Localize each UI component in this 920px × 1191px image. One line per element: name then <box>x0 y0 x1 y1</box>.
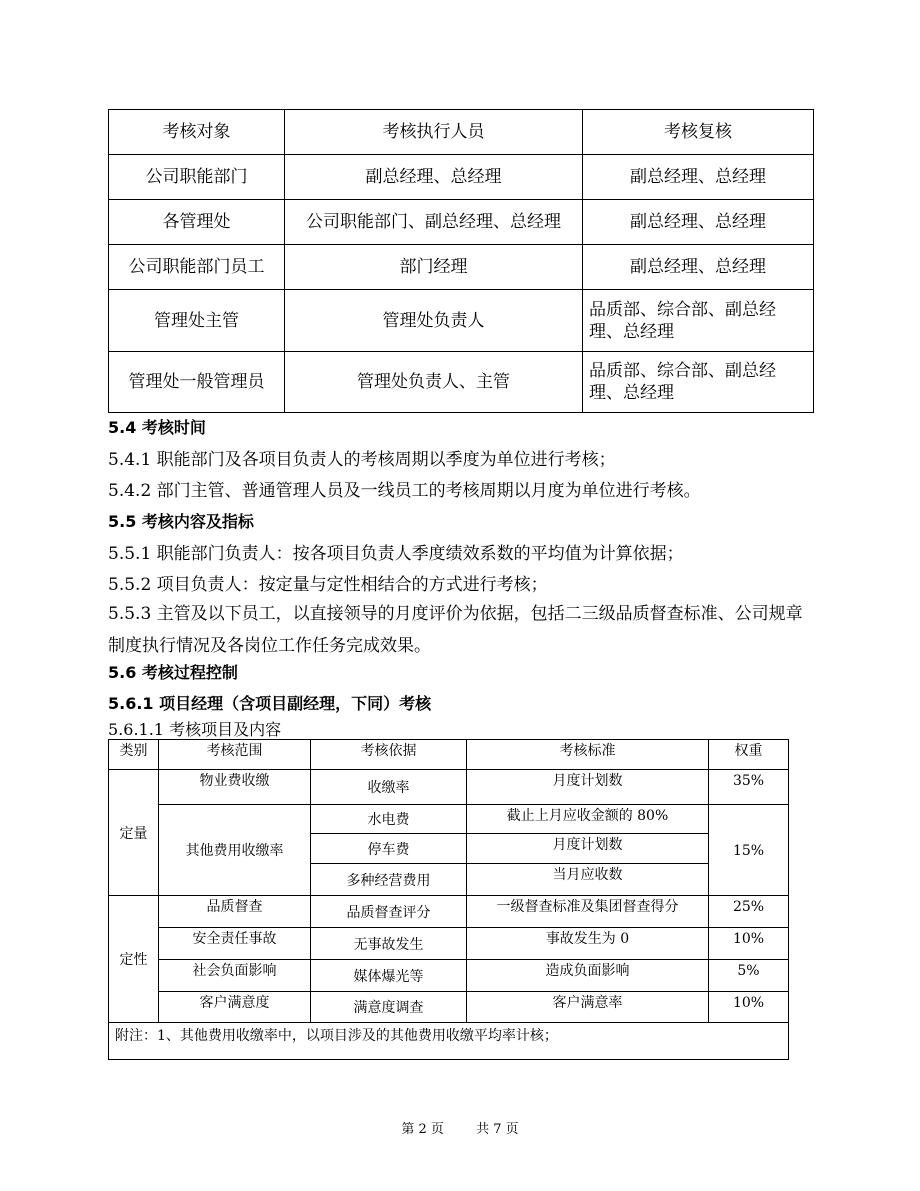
table-cell: 媒体爆光等 <box>311 960 467 992</box>
table-cell: 公司职能部门员工 <box>109 245 285 290</box>
table-cell: 多种经营费用 <box>311 864 467 896</box>
table-cell: 品质部、综合部、副总经理、总经理 <box>583 352 814 413</box>
table-cell: 月度计划数 <box>467 834 709 864</box>
table-cell: 副总经理、总经理 <box>583 155 814 200</box>
table-cell: 无事故发生 <box>311 928 467 960</box>
table-cell: 管理处负责人 <box>285 290 583 352</box>
table-row <box>109 290 814 352</box>
table-row <box>109 352 814 413</box>
paragraph: 5.5.1 职能部门负责人：按各项目负责人季度绩效系数的平均值为计算依据； <box>108 544 684 564</box>
table-cell: 截止上月应收金额的 80% <box>467 805 709 834</box>
paragraph: 5.4.2 部门主管、普通管理人员及一线员工的考核周期以月度为单位进行考核。 <box>108 481 701 501</box>
table-row <box>109 960 789 992</box>
table-cell: 10% <box>709 992 789 1023</box>
table-cell: 收缴率 <box>311 770 467 805</box>
assessment-responsibility-table <box>108 109 814 413</box>
table-cell: 公司职能部门 <box>109 155 285 200</box>
category-cell: 定量 <box>109 770 159 896</box>
table-cell: 各管理处 <box>109 200 285 245</box>
table-note: 附注：1、其他费用收缴率中，以项目涉及的其他费用收缴平均率计核； <box>109 1023 789 1060</box>
table-cell: 品质部、综合部、副总经理、总经理 <box>583 290 814 352</box>
table-cell: 造成负面影响 <box>467 960 709 992</box>
table-cell: 副总经理、总经理 <box>583 200 814 245</box>
table-cell: 管理处负责人、主管 <box>285 352 583 413</box>
category-cell: 定性 <box>109 896 159 1023</box>
table-cell: 社会负面影响 <box>159 960 311 992</box>
header-cell: 考核复核 <box>583 110 814 155</box>
table-cell: 事故发生为 0 <box>467 928 709 960</box>
section-heading: 5.5 考核内容及指标 <box>108 512 254 531</box>
table-cell: 月度计划数 <box>467 770 709 805</box>
table-row <box>109 1023 789 1060</box>
page-total: 共 7 页 <box>476 1122 519 1137</box>
header-cell: 权重 <box>709 740 789 770</box>
table-cell: 管理处主管 <box>109 290 285 352</box>
table-cell: 35% <box>709 770 789 805</box>
subsection-heading: 5.6.1 项目经理（含项目副经理，下同）考核 <box>108 694 432 713</box>
table-row <box>109 770 789 805</box>
table-cell: 水电费 <box>311 805 467 834</box>
table-cell: 副总经理、总经理 <box>285 155 583 200</box>
page-number: 第 2 页 <box>401 1122 444 1137</box>
project-manager-assessment-table <box>108 739 789 1060</box>
paragraph: 5.6.1.1 考核项目及内容 <box>108 720 282 739</box>
table-cell: 品质督查评分 <box>311 896 467 928</box>
table-cell: 管理处一般管理员 <box>109 352 285 413</box>
table-cell: 品质督查 <box>159 896 311 928</box>
table-header-row <box>109 110 814 155</box>
table-cell: 5% <box>709 960 789 992</box>
table-cell: 安全责任事故 <box>159 928 311 960</box>
table-cell: 客户满意度 <box>159 992 311 1023</box>
section-heading: 5.6 考核过程控制 <box>108 663 238 682</box>
paragraph: 5.4.1 职能部门及各项目负责人的考核周期以季度为单位进行考核； <box>108 450 616 470</box>
page-footer <box>0 1118 920 1137</box>
table-cell: 10% <box>709 928 789 960</box>
table-row <box>109 200 814 245</box>
header-cell: 类别 <box>109 740 159 770</box>
table-row <box>109 928 789 960</box>
table-row <box>109 992 789 1023</box>
table-cell: 15% <box>709 805 789 896</box>
table-cell: 满意度调查 <box>311 992 467 1023</box>
table-row <box>109 245 814 290</box>
paragraph: 5.5.2 项目负责人：按定量与定性相结合的方式进行考核； <box>108 575 548 595</box>
table-cell: 一级督查标准及集团督查得分 <box>467 896 709 928</box>
table-row <box>109 805 789 834</box>
table-header-row <box>109 740 789 770</box>
header-cell: 考核对象 <box>109 110 285 155</box>
header-cell: 考核执行人员 <box>285 110 583 155</box>
table-cell: 公司职能部门、副总经理、总经理 <box>285 200 583 245</box>
table-cell: 副总经理、总经理 <box>583 245 814 290</box>
section-heading: 5.4 考核时间 <box>108 418 206 437</box>
header-cell: 考核标准 <box>467 740 709 770</box>
table-row <box>109 155 814 200</box>
table-cell: 部门经理 <box>285 245 583 290</box>
table-row <box>109 896 789 928</box>
header-cell: 考核范围 <box>159 740 311 770</box>
table-cell: 25% <box>709 896 789 928</box>
table-cell: 物业费收缴 <box>159 770 311 805</box>
paragraph: 5.5.3 主管及以下员工，以直接领导的月度评价为依据，包括二三级品质督查标准、公司规章制度执行情况及各岗位工作任务完成效果。 <box>108 604 803 656</box>
table-cell: 其他费用收缴率 <box>159 805 311 896</box>
header-cell: 考核依据 <box>311 740 467 770</box>
table-cell: 停车费 <box>311 834 467 864</box>
table-cell: 客户满意率 <box>467 992 709 1023</box>
table-cell: 当月应收数 <box>467 864 709 896</box>
